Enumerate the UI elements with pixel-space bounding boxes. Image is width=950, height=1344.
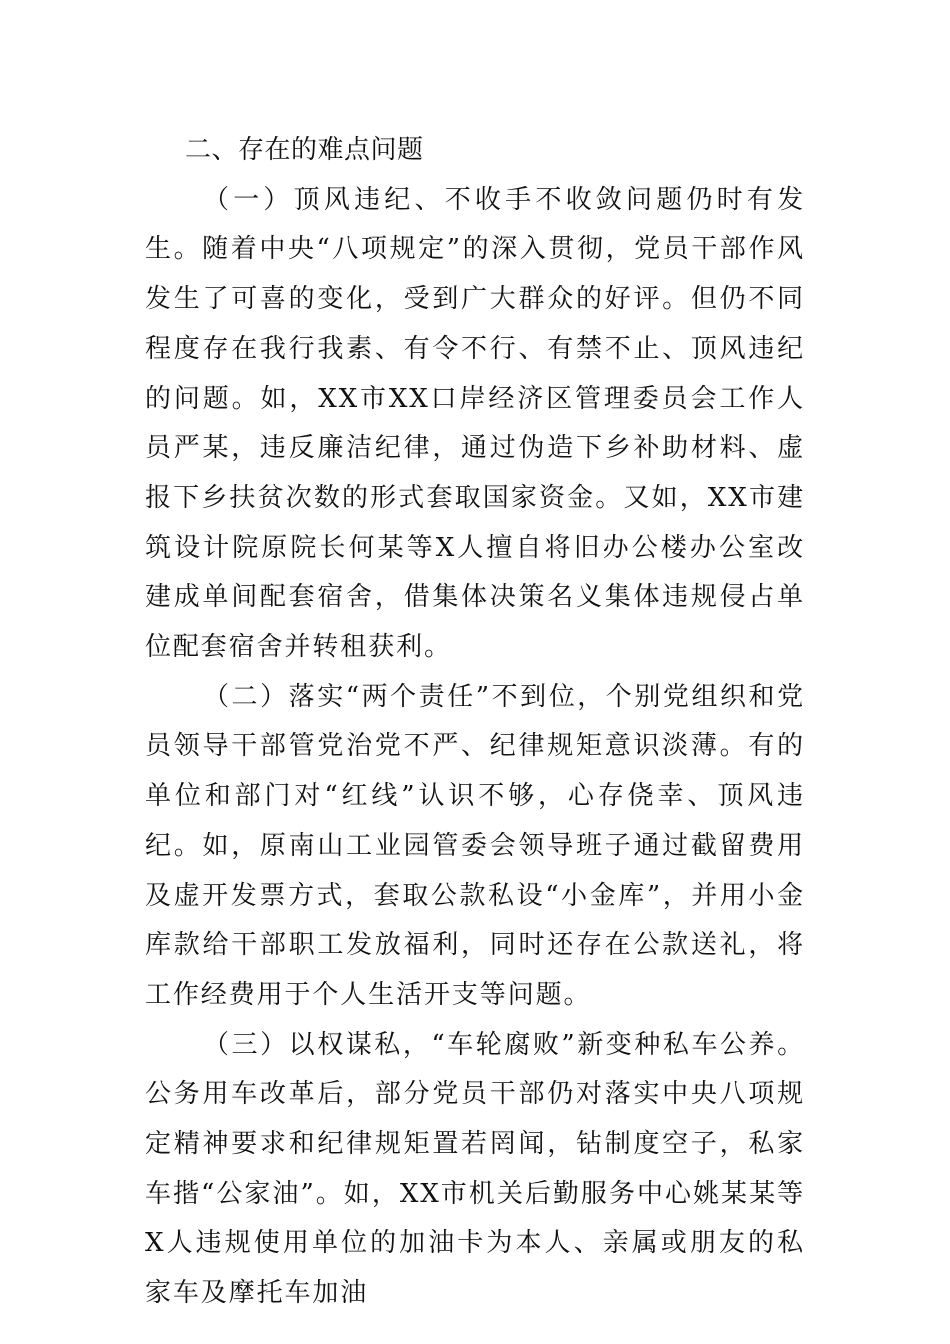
paragraph-2: （二）落实“两个责任”不到位，个别党组织和党员领导干部管党治党不严、纪律规矩意识淡薄。有的单位和部门对“红线”认识不够，心存侥幸、顶风违纪。如，原南山工业园管委会领导班子通过截留费用及虚开发票方式，套取公款私设“小金库”，并用小金库款给干部职工发放福利，同时还存在公款送礼，将工作经费用于个人生活开支等问题。: [145, 681, 805, 1010]
paragraph-1: （一）顶风违纪、不收手不收敛问题仍时有发生。随着中央“八项规定”的深入贯彻，党员干部作风发生了可喜的变化，受到广大群众的好评。但仍不同程度存在我行我素、有令不行、有禁不止、顶风违纪的问题。如，XX市XX口岸经济区管理委员会工作人员严某，违反廉洁纪律，通过伪造下乡补助材料、虚报下乡扶贫次数的形式套取国家资金。又如，XX市建筑设计院原院长何某等X人擅自将旧办公楼办公室改建成单间配套宿舍，借集体决策名义集体违规侵占单位配套宿舍并转租获利。: [145, 184, 805, 663]
section-heading: 二、存在的难点问题: [185, 135, 424, 165]
paragraph-3: （三）以权谋私，“车轮腐败”新变种私车公养。公务用车改革后，部分党员干部仍对落实中央八项规定精神要求和纪律规矩置若罔闻，钻制度空子，私家车揩“公家油”。如，XX市机关后勤服务中心姚某某等X人违规使用单位的加油卡为本人、亲属或朋友的私家车及摩托车加油: [145, 1029, 805, 1309]
document-body: [145, 126, 805, 1319]
